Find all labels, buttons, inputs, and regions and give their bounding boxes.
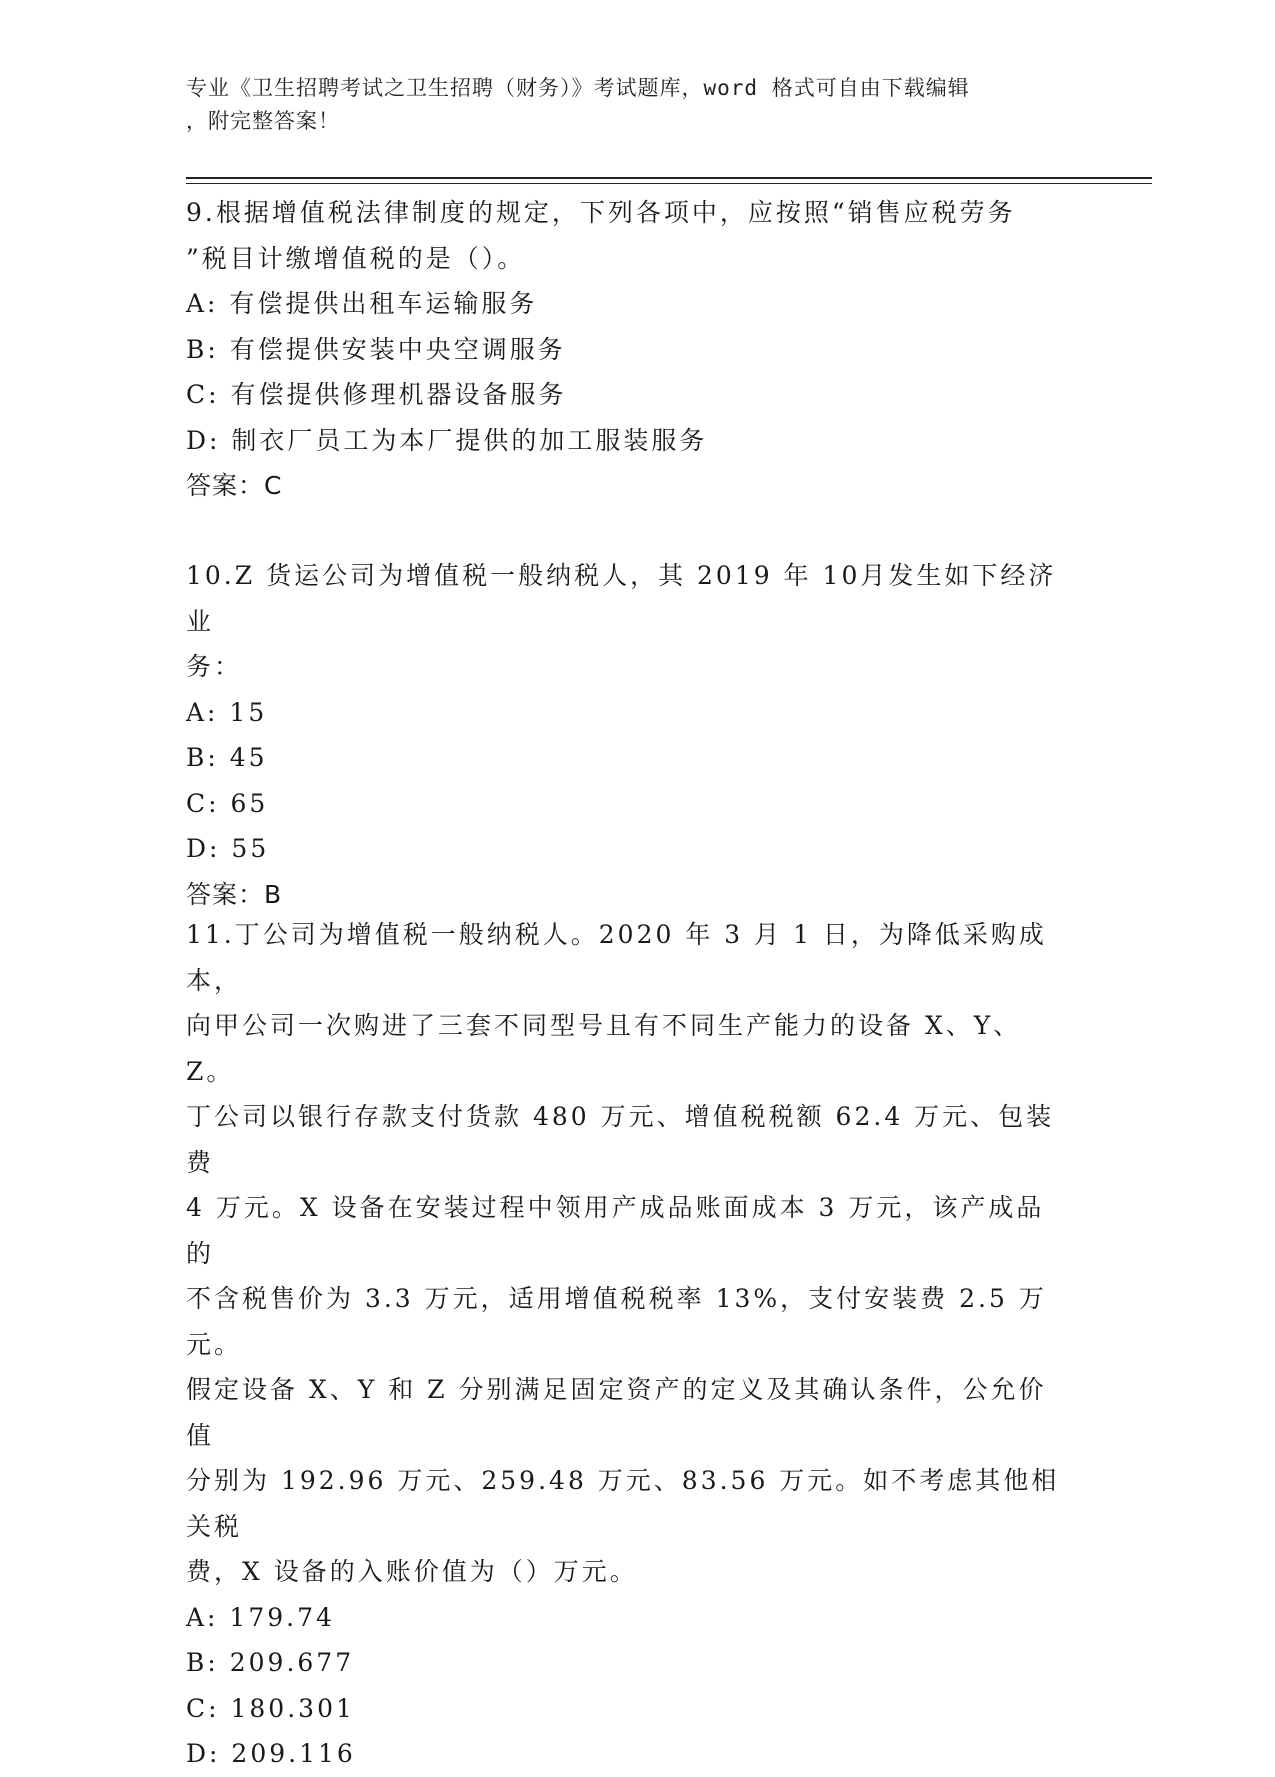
option-b: B: 45 — [186, 743, 268, 772]
question-stem-line: 费，X 设备的入账价值为（）万元。 — [186, 1557, 638, 1586]
option-a: A: 有偿提供出租车运输服务 — [186, 289, 538, 318]
answer-line: 答案：C — [186, 471, 283, 500]
question-11 — [186, 912, 1066, 1777]
option-d: D: 55 — [186, 834, 270, 863]
question-stem-line: 4 万元。X 设备在安装过程中领用产成品账面成本 3 万元，该产成品的 — [186, 1193, 1045, 1268]
question-stem-line: 假定设备 X、Y 和 Z 分别满足固定资产的定义及其确认条件，公允价值 — [186, 1375, 1047, 1450]
header-line-1: 专业《卫生招聘考试之卫生招聘（财务）》考试题库，word 格式可自由下载编辑 — [186, 76, 970, 100]
option-c: C: 180.301 — [186, 1693, 355, 1723]
question-9 — [186, 190, 1066, 509]
question-stem-line: ”税目计缴增值税的是（）。 — [186, 243, 526, 273]
header-divider-thick — [186, 177, 1152, 179]
question-stem-line: 10.Z 货运公司为增值税一般纳税人，其 2019 年 10月发生如下经济业 — [186, 561, 1057, 636]
option-a: A: 179.74 — [186, 1602, 335, 1632]
answer-line: 答案：B — [186, 879, 283, 909]
question-stem-line: 9.根据增值税法律制度的规定，下列各项中，应按照“销售应税劳务 — [186, 198, 1016, 227]
option-b: B: 有偿提供安装中央空调服务 — [186, 334, 566, 364]
header-divider-thin — [186, 183, 1152, 184]
question-stem-line: 不含税售价为 3.3 万元，适用增值税税率 13%，支付安装费 2.5 万元。 — [186, 1284, 1047, 1359]
option-c: C: 65 — [186, 788, 269, 818]
option-b: B: 209.677 — [186, 1648, 355, 1677]
option-a: A: 15 — [186, 697, 268, 727]
header-line-2: ，附完整答案！ — [186, 109, 340, 133]
option-c: C: 有偿提供修理机器设备服务 — [186, 380, 567, 409]
question-10 — [186, 553, 1066, 917]
question-stem-line: 11.丁公司为增值税一般纳税人。2020 年 3 月 1 日，为降低采购成本， — [186, 920, 1047, 995]
document-header — [186, 72, 1066, 138]
question-stem-line: 丁公司以银行存款支付货款 480 万元、增值税税额 62.4 万元、包装费 — [186, 1102, 1055, 1177]
option-d: D: 制衣厂员工为本厂提供的加工服装服务 — [186, 425, 708, 455]
question-stem-line: 向甲公司一次购进了三套不同型号且有不同生产能力的设备 X、Y、Z。 — [186, 1011, 1022, 1086]
question-stem-line: 务： — [186, 652, 243, 681]
question-stem-line: 分别为 192.96 万元、259.48 万元、83.56 万元。如不考虑其他相关税 — [186, 1466, 1060, 1541]
option-d: D: 209.116 — [186, 1739, 356, 1768]
